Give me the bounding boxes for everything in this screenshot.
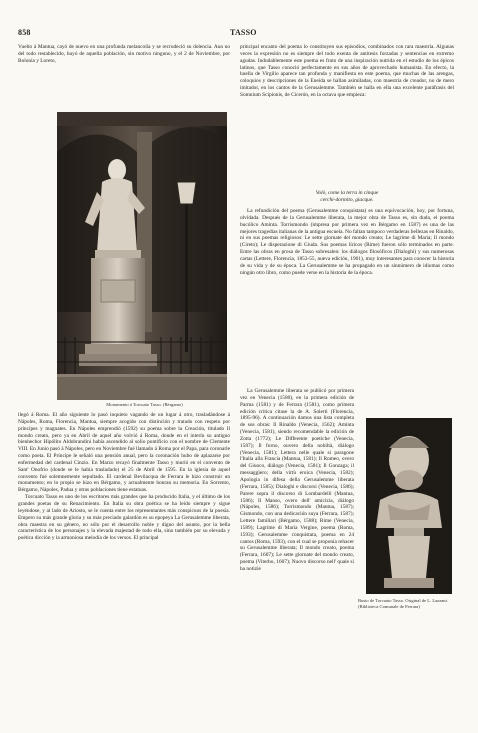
left-paragraph-2: Torcuato Tasso es uno de los escritores más grandes que ha producido Italia, y el último de los grandes poetas de su Renacimiento. En Italia su obra poética se ha leído siempre y sigue leyéndose, y al lado de Ariosto, se le cuenta entre los representantes más conspicuos de la poesía. Empero su más grande gloria y su más preciado galardón es su epopeya La Gerusalemme liberata, obra maestra en su género, no sólo por el desarrollo noble y digno del asunto, por la bella característica de los personajes y la elevada majestad de todo ella, sino también por su elevada y poética dicción y la armoniosa melodía de los versos. El principal <box>18 494 230 542</box>
portrait-caption: Busto de Torcuato Tasso. Original de L. Lazzani. (Biblioteca Comunale de Ferrara) <box>358 598 449 609</box>
monument-illustration <box>57 112 227 400</box>
running-title: TASSO <box>230 28 257 37</box>
left-column-body <box>18 412 230 712</box>
running-head <box>18 28 460 38</box>
left-top-paragraph: Vuelto á Mantua, cayó de nuevo en una profunda melancolía y se recrudeció su dolencia. Aun no del todo restablecido, huyó de aquella población, sin motivo ninguno, y el 2 de Noviembre, por Bolonia y Loreto, <box>18 44 230 64</box>
right-paragraph-1: La refundición del poema (Gerusalemme conquistata) es una equivocación, hoy, por fortuna, olvidada. Después de la Gerusalemme liberata, la mejor obra de Tasso es, sin duda, el poema bucólico Aminta. Torrismondo (impresa por primera vez en Bérgamo en 1587) es una de las mejores tragedias italianas de la antigua escuela. No faltan tampoco verdaderas bellezas en Rinaldo, ni en sus poemas religiosos: Le sette giornate del mondo creato; Le lagrime di Maria; Il mondo (Cireto); Le disperazione di Giuda. Sus poemas líricos (Rime) fueron sólo terminados en parte. Entre las obras en prosa de Tasso sobresalen: los diálogos filosóficos (Dialoghi) y sus numerosas cartas (Lettere, Florencia, 1853-55, nueva edición, 1901), muy interesantes para conocer la historia de su vida y de su época. La Gerusalemme se ha propagado en un sinnúmero de idiomas como ningún otro libro, como puede verse en la historia de la época. <box>240 208 454 276</box>
portrait-photo <box>358 388 460 596</box>
monument-photo <box>57 112 227 400</box>
right-top-paragraph: principal encanto del poema lo constituyen sus episodios, combinados con rara maestría. Algunas veces la expresión no es siempre del todo exenta de antítesis forzadas y sentencias en extremo agudas. Indudablemente este poema es fruto de una inspiración nutrida en el estudio de los épicos latinos, que Tasso conoció perfectamente en sus años de aprovechado humanista. En efecto, la huella de Virgilio aparece tan profunda y manifiesta en este poema, que muchas de las arengas, coloquios y descripciones de la Eneida se hallan asimiladas, con maestría de creador, no de mero imitador, en los cantos de la Gerusalemme. También se halla en ella una excelente paráfrasis del Somnium Scipionis, de Cicerón, en la octava que empieza: <box>240 44 454 98</box>
left-paragraph-1: llegó á Roma. El año siguiente lo pasó inquieto vagando de un lugar á otro, trasladándose á Nápoles, Roma, Florencia, Mantua, siempre acogido con distinción y tratado con respeto por príncipes y magnates. En Nápoles emprendió (1592) su poema sobre la Creación, titulado Il mondo creato, pero ya en Abril de aquel año volvió á Roma, donde en el interín su antiguo bienhechor Hipólito Aldobrandini había ascendido al solio pontificio con el nombre de Clemente VIII. En Junio pasó á Nápoles, pero en Noviembre fué llamado á Roma por el Papa, para coronarle como poeta. El Príncipe le señaló una pensión anual, pero la coronación hubo de aplazarse por enfermedad del cardenal Cinzio. En Marzo recayó finalmente Tasso y murió en el convento de Sant' Onofrio (donde se le había trasladado) el 25 de Abril de 1595. En la iglesia de aquel convento fué solemnemente sepultado. El cardenal Bevilacqua de Ferrara le hizo construir un monumento; en lo propio se hizo en Bérgamo, y actualmente honran su memoria. En Sorrento, Bérgamo, Nápoles, Padua y otras poblaciones tiene estatuas. <box>18 412 230 494</box>
verse-line-2: cerchi-dormito, giacque. <box>320 196 374 203</box>
left-column-top <box>18 44 230 106</box>
right-column-narrow <box>240 388 354 640</box>
verse-quote <box>240 190 454 204</box>
monument-caption: Monumento á Torcuato Tasso. (Bérgamo) <box>106 402 183 407</box>
right-paragraph-2: La Gerusalemme liberata se publicó por primera vez en Venecia (1580), en la primera edición de Parma (1581) y de Ferrara (1581), como primera edición crítica citase la de A. Solerti (Florencia, 1895-96). A continuación damos una lista completa de sus obras: Il Rinaldo (Venecia, 1562); Aminta (Venecia, 1581), siendo recomendable la edición de Zotta (1772); Le Differente poetiche (Venecia, 1587); Il forno, ouvero della nobiltà, diálogo (Venecia, 1581); Lettera nelle quale si paragone l'Italia alla Francia (Mantua, 1581); Il Romeo, overo del Giuoco, diálogo (Venecia, 1581); Il Gonzaga; il messaggiero; della virtù eroica (Venecia, 1582); Apologia in difesa della Gerusalemme liberata (Ferrara, 1585); Dialoghi e discorsi (Venecia, 1586); Parere sopra il discorso di Lombardelli (Mantua, 1586); Il Manso, overo dell' amicizia, diálogo (Nápoles, 1586); Torrismondo (Mantua, 1587); Gismondo, con una dedicación suya (Ferrara, 1587); Lettere familiari (Bérgamo, 1588); Rime (Venecia, 1589); Lagrime di Maria Vergine, poema (Roma, 1593); Gerusalemme conquistata, poema en 24 cantos (Roma, 1593), con el cual se proponía rehacer su Gerusalemme liberata; Il mondo creato, poema (Ferrara, 1607); Le sette giornate del mondo creato, poema (Viterbo, 1607); Nuovo discorso nell' quale si ha notizie <box>240 388 354 572</box>
right-column-body <box>240 208 454 388</box>
verse-line-1: Volò, come la terra in cinque <box>315 190 379 196</box>
bust-illustration <box>358 388 460 596</box>
page-number: 858 <box>18 28 31 37</box>
right-column-top <box>240 44 454 187</box>
